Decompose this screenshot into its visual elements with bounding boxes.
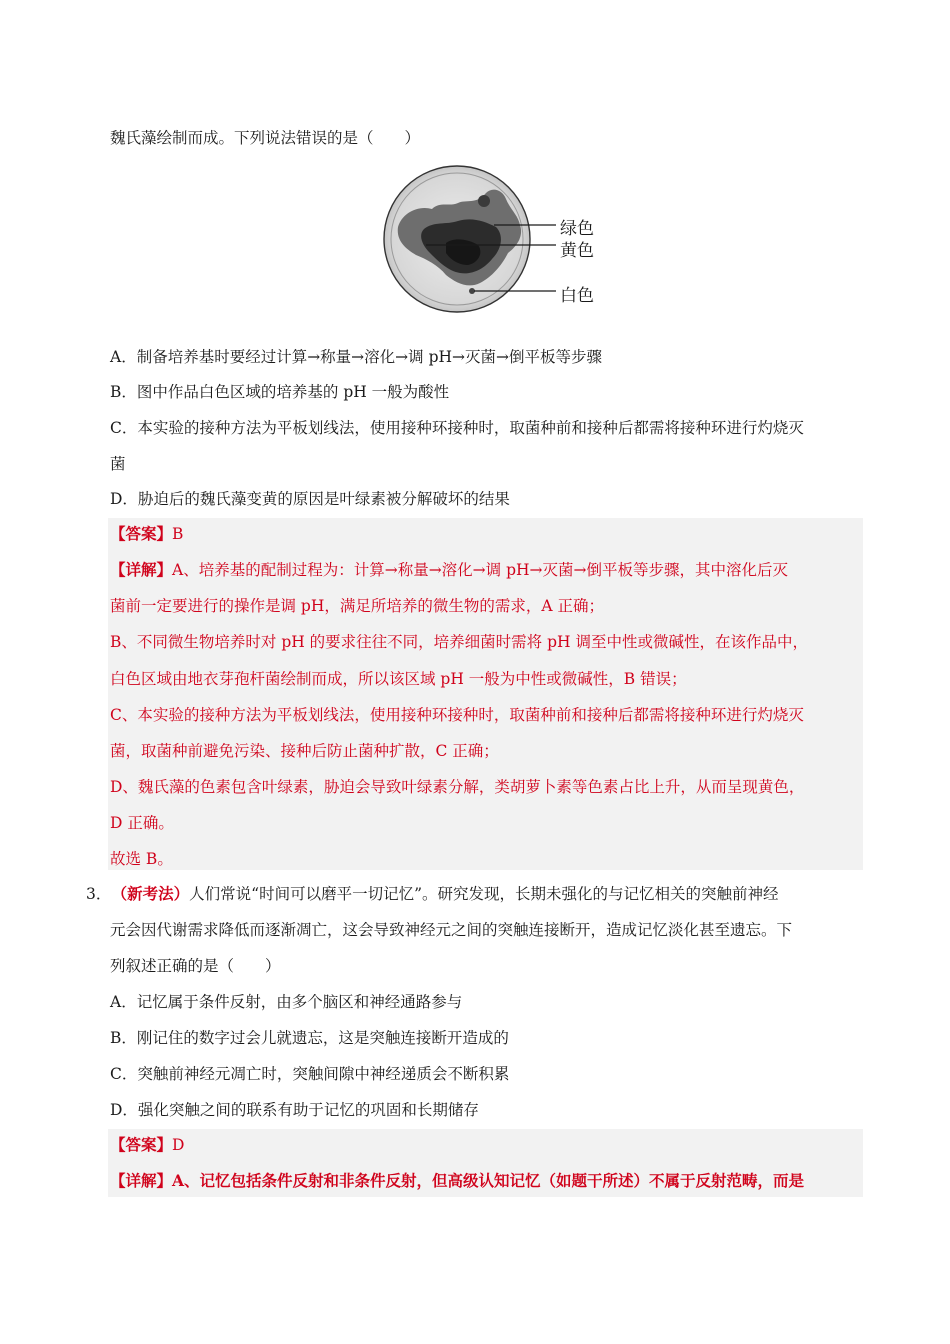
detail-line <box>110 1170 804 1192</box>
detail-line: D 正确。 <box>110 814 174 832</box>
option-a: A．记忆属于条件反射，由多个脑区和神经通路参与 <box>110 993 463 1011</box>
detail-tag: 【详解】 <box>110 560 173 579</box>
question-number: 3． <box>86 885 112 903</box>
detail-line: 菌，取菌种前避免污染、接种后防止菌种扩散，C 正确； <box>110 742 499 760</box>
question-3-first-line <box>86 883 779 905</box>
option-c: C．本实验的接种方法为平板划线法，使用接种环接种时，取菌种前和接种后都需将接种环进行灼烧灭 <box>110 419 804 437</box>
question-stem: 元会因代谢需求降低而逐渐凋亡，这会导致神经元之间的突触连接断开，造成记忆淡化甚至遗忘。下 <box>110 921 793 939</box>
option-c: C．突触前神经元凋亡时，突触间隙中神经递质会不断积累 <box>110 1065 510 1083</box>
answer-line <box>110 523 183 545</box>
petri-dish-figure <box>380 165 620 315</box>
option-b: B．图中作品白色区域的培养基的 pH 一般为酸性 <box>110 383 450 401</box>
detail-line: C、本实验的接种方法为平板划线法，使用接种环接种时，取菌种前和接种后都需将接种环进行灼烧灭 <box>110 706 804 724</box>
question-stem: 列叙述正确的是（ ） <box>110 957 281 975</box>
label-white: 白色 <box>560 286 594 306</box>
detail-line: B、不同微生物培养时对 pH 的要求往往不同，培养细菌时需将 pH 调至中性或微碱性，在该作品中， <box>110 633 808 651</box>
option-c-cont: 菌 <box>110 455 126 473</box>
option-b: B．刚记住的数字过会儿就遗忘，这是突触连接断开造成的 <box>110 1029 509 1047</box>
answer-tag: 【答案】 <box>110 524 173 543</box>
question-stem: 人们常说“时间可以磨平一切记忆”。研究发现，长期未强化的与记忆相关的突触前神经 <box>189 885 779 903</box>
detail-line: 菌前一定要进行的操作是调 pH，满足所培养的微生物的需求，A 正确； <box>110 597 604 615</box>
answer-line <box>110 1134 184 1156</box>
answer-tag: 【答案】 <box>110 1135 173 1154</box>
detail-line: 故选 B。 <box>110 850 173 868</box>
answer-value: D <box>172 1136 185 1154</box>
option-a: A．制备培养基时要经过计算→称量→溶化→调 pH→灭菌→倒平板等步骤 <box>110 348 602 366</box>
question-tag: （新考法） <box>119 884 190 903</box>
detail-text: A、记忆包括条件反射和非条件反射，但高级认知记忆（如题干所述）不属于反射范畴，而是 <box>172 1171 805 1190</box>
option-d: D．胁迫后的魏氏藻变黄的原因是叶绿素被分解破坏的结果 <box>110 490 510 508</box>
label-yellow: 黄色 <box>560 241 594 261</box>
detail-text: A、培养基的配制过程为：计算→称量→溶化→调 pH→灭菌→倒平板等步骤，其中溶化后灭 <box>172 561 789 579</box>
detail-tag: 【详解】 <box>110 1171 173 1190</box>
detail-line: 白色区域由地衣芽孢杆菌绘制而成，所以该区域 pH 一般为中性或微碱性，B 错误； <box>110 670 687 688</box>
option-d: D．强化突触之间的联系有助于记忆的巩固和长期储存 <box>110 1101 479 1119</box>
label-green: 绿色 <box>560 219 594 239</box>
detail-line <box>110 559 788 581</box>
detail-line: D、魏氏藻的色素包含叶绿素，胁迫会导致叶绿素分解，类胡萝卜素等色素占比上升，从而呈现黄色， <box>110 778 805 796</box>
question-stem: 魏氏藻绘制而成。下列说法错误的是（ ） <box>110 129 421 147</box>
answer-value: B <box>172 525 184 543</box>
